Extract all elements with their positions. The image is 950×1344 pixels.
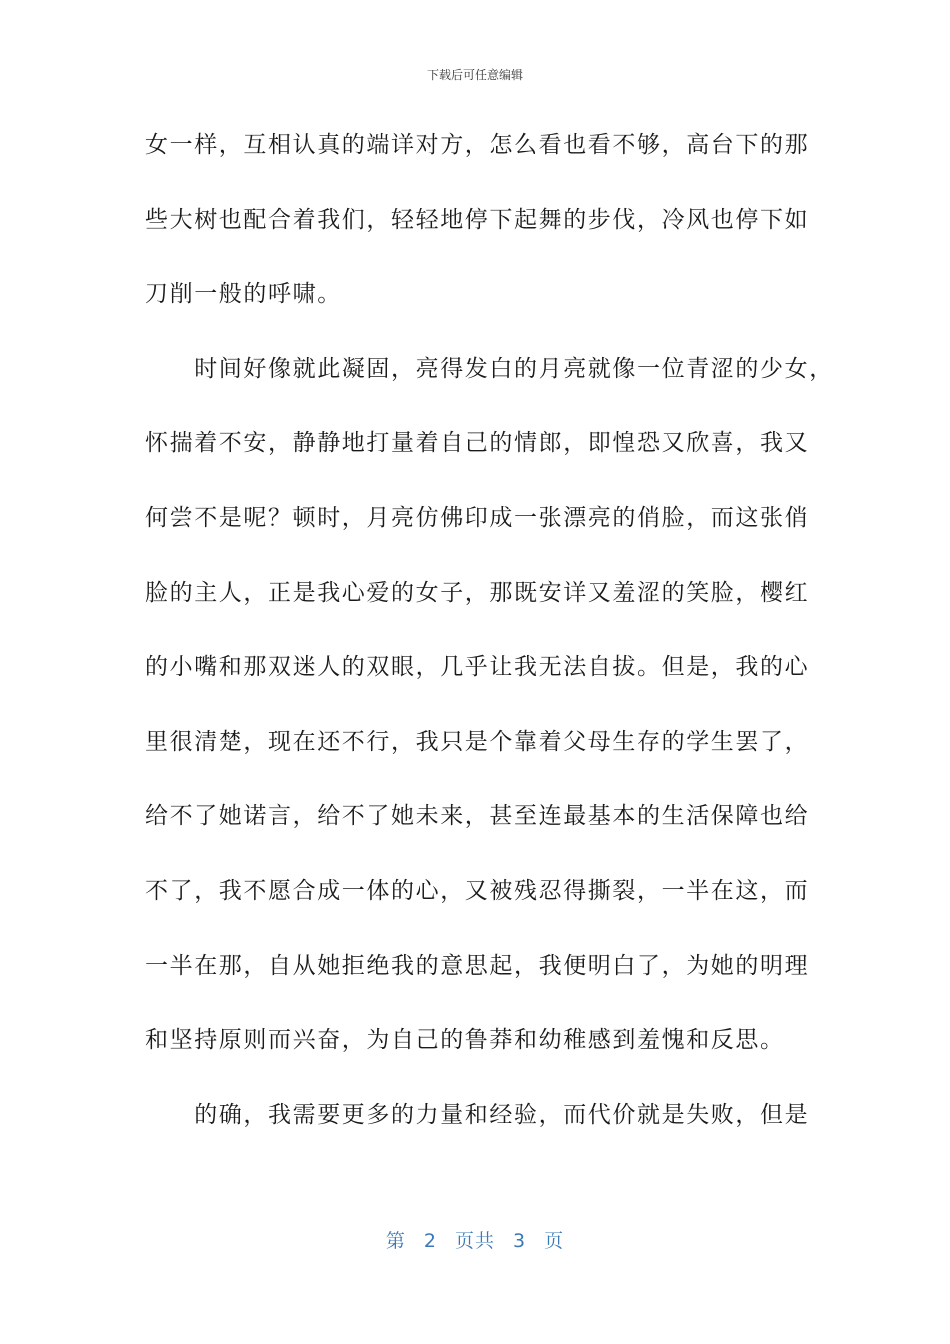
- text-line: 些大树也配合着我们，轻轻地停下起舞的步伐，冷风也停下如: [145, 206, 810, 233]
- page-label-suffix: 页: [544, 1230, 565, 1252]
- page-header: 下载后可任意编辑: [426, 68, 523, 82]
- text-line: 的小嘴和那双迷人的双眼，几乎让我无法自拔。但是，我的心: [145, 654, 810, 681]
- page-label-prefix: 第: [385, 1230, 406, 1252]
- current-page-number: 2: [423, 1230, 437, 1252]
- text-line: 刀削一般的呼啸。: [145, 281, 342, 308]
- text-line: 一半在那，自从她拒绝我的意思起，我便明白了，为她的明理: [145, 952, 810, 979]
- text-line: 何尝不是呢？顿时，月亮仿佛印成一张漂亮的俏脸，而这张俏: [145, 504, 810, 531]
- page-label-middle: 页共: [454, 1230, 495, 1252]
- text-line: 和坚持原则而兴奋，为自己的鲁莽和幼稚感到羞愧和反思。: [145, 1027, 785, 1054]
- text-line: 时间好像就此凝固，亮得发白的月亮就像一位青涩的少女，: [145, 355, 834, 382]
- total-pages-number: 3: [513, 1230, 527, 1252]
- text-line: 怀揣着不安，静静地打量着自己的情郎，即惶恐又欣喜，我又: [145, 430, 810, 457]
- text-line: 脸的主人，正是我心爱的女子，那既安详又羞涩的笑脸，樱红: [145, 579, 810, 606]
- text-line: 给不了她诺言，给不了她未来，甚至连最基本的生活保障也给: [145, 803, 810, 830]
- page-number-footer: [0, 1226, 950, 1253]
- text-line: 里很清楚，现在还不行，我只是个靠着父母生存的学生罢了，: [145, 728, 810, 755]
- text-line: 不了，我不愿合成一体的心，又被残忍得撕裂，一半在这，而: [145, 877, 810, 904]
- text-line: 女一样，互相认真的端详对方，怎么看也看不够，高台下的那: [145, 132, 810, 158]
- text-line: 的确，我需要更多的力量和经验，而代价就是失败，但是: [145, 1101, 810, 1128]
- document-body: [145, 116, 834, 1160]
